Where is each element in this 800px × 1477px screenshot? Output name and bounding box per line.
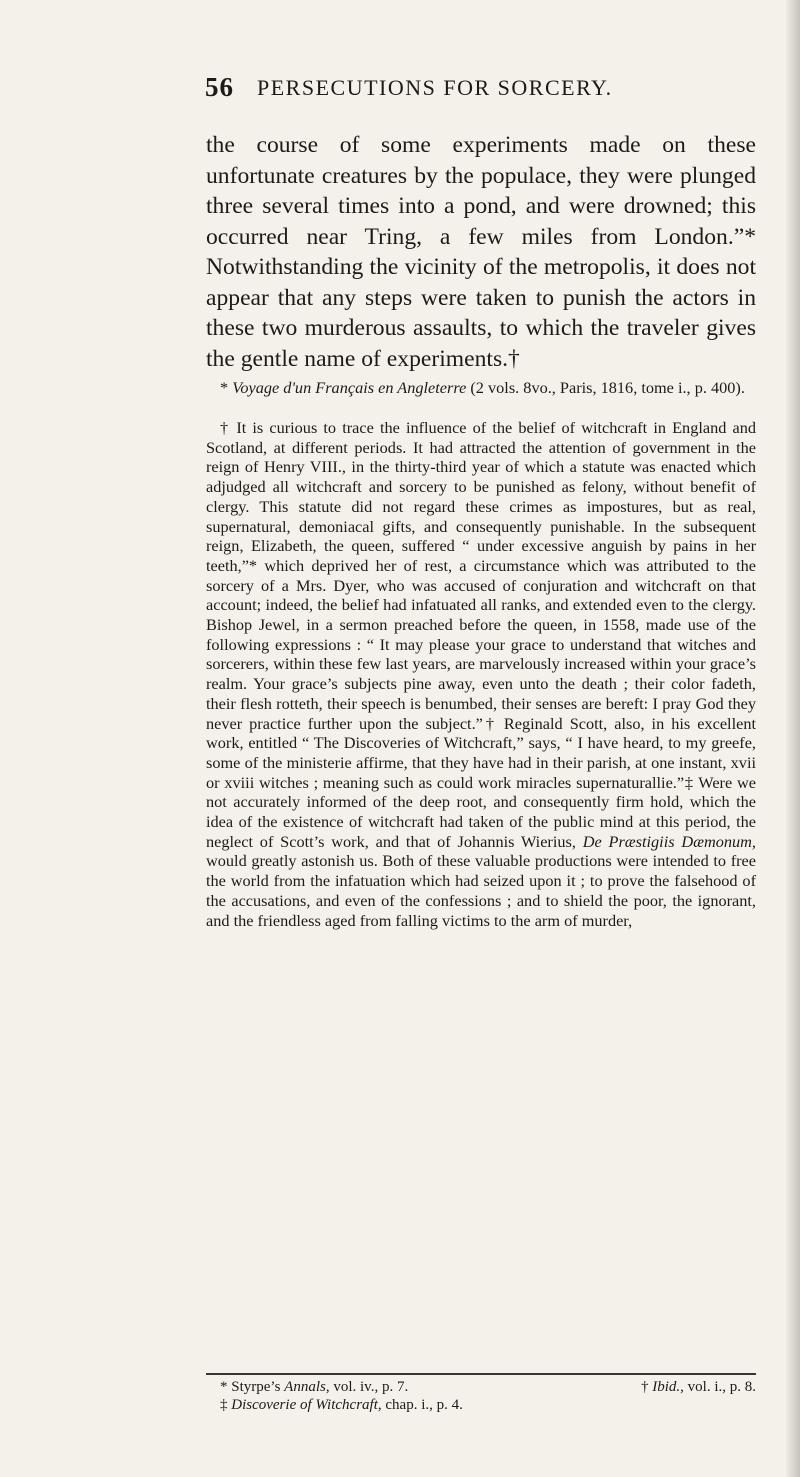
bottom-note-star-title: Annals — [284, 1379, 326, 1395]
bottom-note-star-prefix: * Styrpe’s — [220, 1379, 285, 1395]
bottom-note-ddagger-title: Discoverie of Witchcraft — [231, 1397, 378, 1413]
page-header — [205, 72, 650, 112]
bottom-note-ddagger-prefix: ‡ — [220, 1397, 232, 1413]
paragraph-text: the course of some experiments made on these unfortunate creatures by the populace, they were plunged three several times into a pond, and were drowned; this occurred near Tring, a few miles from London.”* Notwithstanding the vicinity of the metropolis, it does not appear that any steps were taken to punish the actors in these two murderous assaults, to which the traveler gives the gentle name of experiments.† — [206, 132, 756, 372]
bottom-note-star — [220, 1378, 408, 1396]
bottom-note-dagger — [641, 1378, 756, 1396]
main-paragraph — [206, 130, 756, 374]
running-head: PERSECUTIONS FOR SORCERY. — [257, 75, 613, 100]
footnote-star — [206, 378, 756, 398]
page-edge-shadow — [786, 0, 800, 1477]
footnote-star-marker: * — [220, 378, 233, 397]
page-number: 56 — [205, 72, 234, 102]
footnote-dagger-ending: would greatly astonish us. Both of these valuable productions were intended to free the world from the infatuation which had seized upon it ; to prove the falsehood of the accusations, and even of the confessions ; and to shield the poor, the ignorant, and the friendless aged from falling victims to the arm of murder, — [206, 851, 756, 930]
bottom-note-ddagger — [220, 1396, 756, 1414]
bottom-note-dagger-prefix: † — [640, 1379, 653, 1395]
footnote-star-rest: (2 vols. 8vo., Paris, 1816, tome i., p. 400). — [466, 378, 745, 397]
bottom-note-dagger-rest: , vol. i., p. 8. — [680, 1379, 756, 1395]
footnote-divider — [206, 1373, 756, 1375]
bottom-footnote-row — [220, 1378, 756, 1396]
footnote-dagger-wierius-title: De Præstigiis Dæmonum, — [582, 831, 756, 851]
bottom-footnotes — [220, 1378, 756, 1414]
bottom-note-ddagger-rest: , chap. i., p. 4. — [377, 1397, 463, 1413]
footnote-dagger-text: † It is curious to trace the influence of the belief of witchcraft in England and Scotland, at different periods. It had attracted the attention of government in the reign of Henry VIII., in the thirty-third year of which a statute was enacted which adjudged all witchcraft and sorcery to be punished as felony, without benefit of clergy. This statute did not regard these crimes as impostures, but as real, supernatural, demoniacal gifts, and consequently punishable. In the subsequent reign, Elizabeth, the queen, suffered “ under excessive anguish by pains in her teeth,”* which deprived her of rest, a circumstance which was attributed to the sorcery of a Mrs. Dyer, who was accused of conjuration and witchcraft on that account; indeed, the belief had infatuated all ranks, and extended even to the clergy. Bishop Jewel, in a sermon preached before the queen, in 1558, made use of the following expressions : “ It may please your grace to understand that witches and sorcerers, within these few last years, are marvelously increased within your grace’s realm. Your grace’s subjects pine away, even unto the death ; their color fadeth, their flesh rotteth, their speech is benumbed, their senses are bereft: I pray God they never practice further upon the subject.”† Reginald Scott, also, in his excellent work, entitled “ The Discoveries of Witchcraft,” says, “ I have heard, to my greefe, some of the ministerie affirme, that they have had in their parish, at one instant, xvii or xviii witches ; meaning such as could work miracles supernaturallie.”‡ Were we not accurately informed of the deep root, and consequently firm hold, which the idea of the existence of witchcraft had taken of the public mind at this period, the neglect of Scott’s work, and that of Johannis Wierius, — [206, 418, 756, 851]
bottom-note-dagger-title: Ibid. — [652, 1379, 681, 1395]
footnote-star-title: Voyage d'un Français en Angleterre — [232, 378, 467, 397]
footnote-dagger — [206, 418, 756, 930]
bottom-note-star-rest: , vol. iv., p. 7. — [325, 1379, 409, 1395]
